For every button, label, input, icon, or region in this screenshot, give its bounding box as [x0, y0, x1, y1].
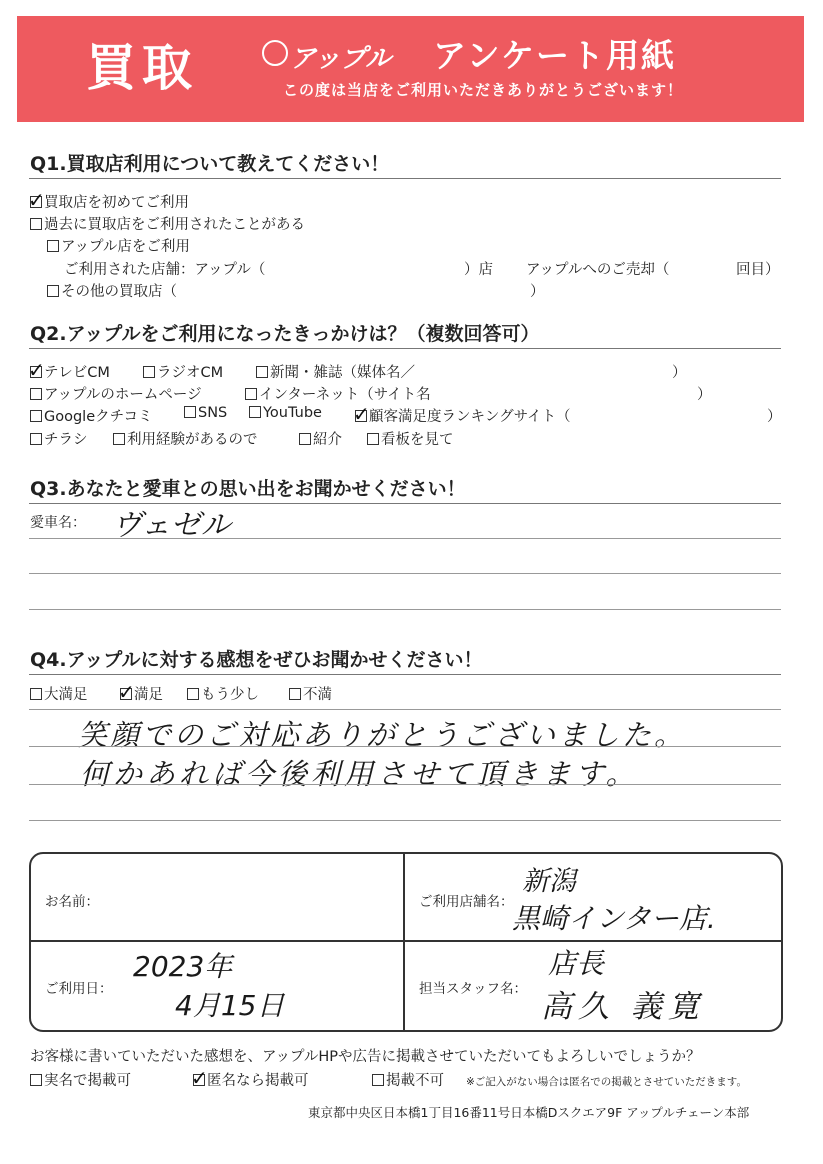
q4-satisfied-label: 満足 [134, 687, 163, 703]
q2-google-label: Googleクチコミ [44, 409, 153, 425]
checkbox-real-name[interactable] [30, 1074, 42, 1086]
staff-name-line-2[interactable]: 高久 義寛 [541, 989, 705, 1025]
comment-line-2[interactable]: 何かあれば今後利用させて頂きます。 [80, 757, 639, 791]
q3-title: Q3.あなたと愛車との思い出をお聞かせください！ [30, 478, 466, 500]
check-mark-icon: ✓ [28, 188, 45, 212]
q4-opt-satisfied[interactable] [118, 680, 163, 704]
q2-rule [29, 348, 781, 349]
car-name-value[interactable]: ヴェゼル [112, 508, 231, 543]
checkbox-no-publish[interactable] [372, 1074, 384, 1086]
checkbox-dissatisfied[interactable] [289, 688, 301, 700]
store-name-label: ご利用店舗名： [419, 894, 514, 910]
q4-bit-more-label: もう少し [201, 687, 259, 703]
q4-line-2 [29, 746, 781, 747]
checkbox-signboard[interactable] [367, 433, 379, 445]
check-mark-icon: ✓ [353, 402, 370, 426]
q1-sales-count-label: アップルへのご売却（ [526, 262, 670, 278]
checkbox-sns[interactable] [184, 406, 196, 418]
q4-title: Q4.アップルに対する感想をぜひお聞かせください！ [30, 649, 483, 671]
q1-opt-other[interactable] [47, 280, 177, 301]
checkbox-experience[interactable] [113, 433, 125, 445]
q2-internet-close: ） [697, 387, 712, 403]
consent-real-name-label: 実名で掲載可 [44, 1073, 131, 1089]
car-name-label: 愛車名： [30, 515, 86, 531]
q2-opt-experience[interactable] [113, 428, 258, 449]
q1-sales-suffix: 回目） [736, 262, 780, 278]
q2-opt-flyer[interactable] [30, 428, 88, 449]
checkbox-anonymous[interactable] [191, 1066, 208, 1090]
name-label: お名前： [45, 894, 99, 910]
q1-opt-first[interactable] [28, 188, 189, 212]
q1-opt-apple[interactable] [47, 235, 190, 256]
q2-referral-label: 紹介 [313, 432, 342, 448]
checkbox-tv[interactable] [28, 358, 45, 382]
kaitori-title: 買取 [86, 39, 198, 97]
staff-name-line-1[interactable]: 店長 [548, 947, 605, 980]
checkbox-google[interactable] [30, 410, 42, 422]
check-mark-icon: ✓ [191, 1066, 208, 1090]
visit-date-line-1[interactable]: 2023年 [133, 950, 233, 983]
checkbox-internet[interactable] [245, 388, 257, 400]
apple-logo-icon [262, 40, 288, 66]
q1-title: Q1.買取店利用について教えてください！ [30, 153, 390, 175]
q2-opt-sns[interactable] [184, 405, 227, 421]
store-name-line-2[interactable]: 黒崎インター店. [512, 902, 716, 935]
comment-line-1[interactable]: 笑顔でのご対応ありがとうございました。 [78, 718, 687, 752]
q2-flyer-label: チラシ [44, 432, 88, 448]
visit-date-line-2[interactable]: 4月15日 [175, 989, 285, 1022]
q2-opt-news[interactable] [256, 361, 415, 382]
q1-opt-other-label: その他の買取店（ [61, 284, 177, 300]
q1-store-suffix: ）店 [464, 262, 493, 278]
q2-title: Q2.アップルをご利用になったきっかけは？（複数回答可） [30, 323, 540, 345]
q1-opt-apple-label: アップル店をご利用 [61, 239, 190, 255]
q2-opt-homepage[interactable] [30, 383, 202, 404]
q2-opt-tv[interactable] [28, 358, 110, 382]
q2-sns-label: SNS [198, 405, 228, 421]
store-name-line-1[interactable]: 新潟 [522, 866, 576, 897]
thanks-message: この度は当店をご利用いただきありがとうございます！ [283, 81, 684, 99]
q2-opt-signboard[interactable] [367, 428, 454, 449]
q2-opt-radio[interactable] [143, 361, 223, 382]
info-divider-horizontal [29, 940, 781, 942]
footer-address: 東京都中央区日本橋1丁目16番11号日本橋Dスクエア9F アップルチェーン本部 [308, 1105, 750, 1120]
q3-line-1 [29, 538, 781, 539]
checkbox-youtube[interactable] [249, 406, 261, 418]
checkbox-referral[interactable] [299, 433, 311, 445]
checkbox-homepage[interactable] [30, 388, 42, 400]
q3-line-3 [29, 609, 781, 610]
q3-line-2 [29, 573, 781, 574]
q1-other-close: ） [530, 284, 545, 300]
checkbox-news[interactable] [256, 366, 268, 378]
q2-opt-google[interactable] [30, 405, 153, 426]
q4-line-4 [29, 820, 781, 821]
q1-rule [29, 178, 781, 179]
survey-title: アンケート用紙 [433, 36, 677, 75]
checkbox-other[interactable] [47, 285, 59, 297]
checkbox-very-satisfied[interactable] [30, 688, 42, 700]
consent-opt-no-publish[interactable] [372, 1069, 444, 1090]
checkbox-first[interactable] [28, 188, 45, 212]
q4-opt-bit-more[interactable] [187, 683, 259, 704]
q4-line-3 [29, 784, 781, 785]
q4-opt-dissatisfied[interactable] [289, 683, 332, 704]
q2-news-label: 新聞・雑誌（媒体名／ [270, 365, 415, 381]
q2-ranking-label: 顧客満足度ランキングサイト（ [369, 409, 571, 425]
consent-note: ※ご記入がない場合は匿名での掲載とさせていただきます。 [466, 1076, 747, 1088]
q2-opt-ranking[interactable] [353, 402, 571, 426]
q2-tv-label: テレビCM [44, 365, 110, 381]
checkbox-past[interactable] [30, 218, 42, 230]
q4-line-1 [29, 709, 781, 710]
checkbox-satisfied[interactable] [118, 680, 135, 704]
check-mark-icon: ✓ [118, 680, 135, 704]
q2-news-close: ） [672, 365, 687, 381]
q2-ranking-close: ） [767, 409, 782, 425]
q4-very-satisfied-label: 大満足 [44, 687, 88, 703]
q2-radio-label: ラジオCM [157, 365, 224, 381]
q4-opt-very-satisfied[interactable] [30, 683, 88, 704]
q1-opt-first-label: 買取店を初めてご利用 [44, 195, 189, 211]
q4-rule [29, 674, 781, 675]
consent-question: お客様に書いていただいた感想を、アップルHPや広告に掲載させていただいてもよろしいでしょうか？ [30, 1049, 701, 1065]
checkbox-bit-more[interactable] [187, 688, 199, 700]
q1-store-used-label: ご利用された店舗：アップル（ [64, 262, 266, 278]
checkbox-radio[interactable] [143, 366, 155, 378]
consent-opt-anonymous[interactable] [191, 1066, 309, 1090]
q2-experience-label: 利用経験があるので [127, 432, 258, 448]
q2-opt-youtube[interactable] [249, 405, 322, 421]
apple-logo-text: アップル [290, 44, 392, 74]
q2-homepage-label: アップルのホームページ [44, 387, 202, 403]
q2-internet-label: インターネット（サイト名 [259, 387, 431, 403]
checkbox-ranking[interactable] [353, 402, 370, 426]
consent-anonymous-label: 匿名なら掲載可 [207, 1073, 309, 1089]
q1-opt-past-label: 過去に買取店をご利用されたことがある [44, 217, 305, 233]
consent-opt-real-name[interactable] [30, 1069, 131, 1090]
q2-youtube-label: YouTube [263, 405, 322, 421]
checkbox-flyer[interactable] [30, 433, 42, 445]
consent-no-publish-label: 掲載不可 [386, 1073, 444, 1089]
staff-name-label: 担当スタッフ名： [419, 981, 527, 997]
q4-dissatisfied-label: 不満 [303, 687, 332, 703]
check-mark-icon: ✓ [28, 358, 45, 382]
q2-opt-internet[interactable] [245, 383, 431, 404]
q2-signboard-label: 看板を見て [381, 432, 454, 448]
q2-opt-referral[interactable] [299, 428, 342, 449]
checkbox-apple[interactable] [47, 240, 59, 252]
q1-opt-past[interactable] [30, 213, 305, 234]
visit-date-label: ご利用日： [45, 981, 113, 997]
